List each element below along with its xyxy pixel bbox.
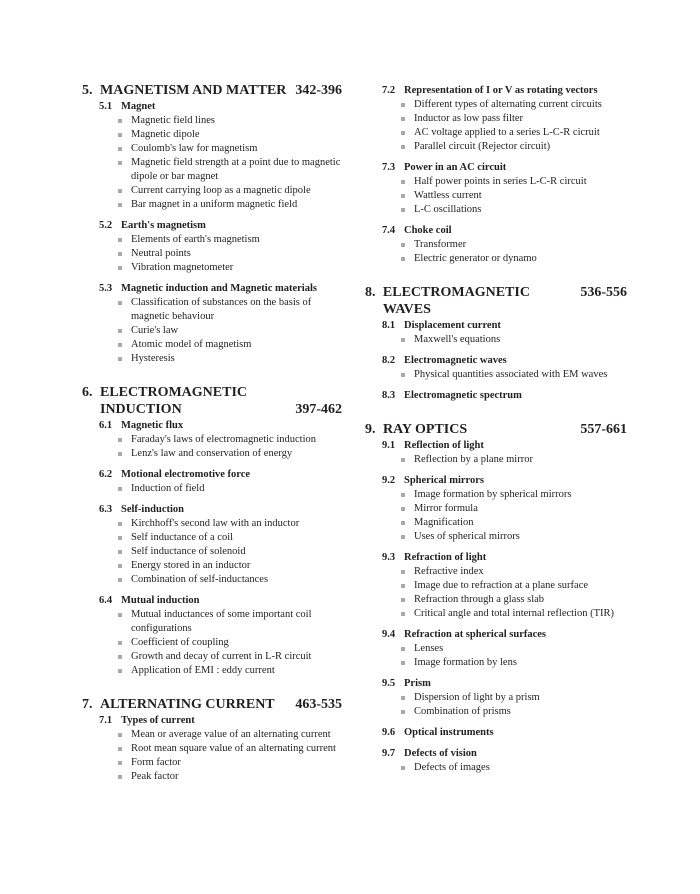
section-number: 6.1 bbox=[99, 420, 113, 431]
list-item: Uses of spherical mirrors bbox=[397, 530, 627, 544]
section-number: 5.3 bbox=[99, 283, 113, 294]
section-number: 9.2 bbox=[382, 475, 396, 486]
list-item: Reflection by a plane mirror bbox=[397, 453, 627, 467]
list-item: Self inductance of solenoid bbox=[114, 545, 342, 559]
list-item: Induction of field bbox=[114, 482, 342, 496]
list-item: Peak factor bbox=[114, 770, 342, 784]
list-item: Curie's law bbox=[114, 324, 342, 338]
section-number: 7.1 bbox=[99, 715, 113, 726]
section-9-2 bbox=[382, 474, 627, 544]
section-number: 5.2 bbox=[99, 220, 113, 231]
section-number: 7.2 bbox=[382, 85, 396, 96]
list-item: Magnification bbox=[397, 516, 627, 530]
list-item: L-C oscillations bbox=[397, 203, 627, 217]
section-8-2 bbox=[382, 354, 627, 382]
list-item: Coulomb's law for magnetism bbox=[114, 142, 342, 156]
section-5-2 bbox=[99, 219, 342, 275]
section-number: 8.2 bbox=[382, 355, 396, 366]
section-title: Spherical mirrors bbox=[404, 475, 485, 486]
list-item: Hysteresis bbox=[114, 352, 342, 366]
section-7-1 bbox=[99, 714, 342, 784]
chapter-number: 9. bbox=[365, 422, 376, 437]
chapter-title: MAGNETISM AND MATTER bbox=[100, 83, 287, 98]
list-item: Faraday's laws of electromagnetic induction bbox=[114, 433, 342, 447]
list-item: Bar magnet in a uniform magnetic field bbox=[114, 198, 342, 212]
section-title: Electromagnetic spectrum bbox=[404, 390, 522, 401]
section-title: Defects of vision bbox=[404, 748, 477, 759]
section-9-5 bbox=[382, 677, 627, 719]
chapter-6 bbox=[82, 384, 342, 678]
chapter-number: 8. bbox=[365, 285, 376, 300]
list-item: Image due to refraction at a plane surface bbox=[397, 579, 627, 593]
section-number: 9.4 bbox=[382, 629, 396, 640]
section-title: Refraction of light bbox=[404, 552, 487, 563]
list-item: Coefficient of coupling bbox=[114, 636, 342, 650]
chapter-pages: 397-462 bbox=[295, 402, 342, 417]
section-title: Magnet bbox=[121, 101, 156, 112]
chapter-title: ALTERNATING CURRENT bbox=[100, 697, 275, 712]
list-item: Critical angle and total internal reflection (TIR) bbox=[397, 607, 627, 621]
list-item: Refraction through a glass slab bbox=[397, 593, 627, 607]
section-title: Magnetic induction and Magnetic materials bbox=[121, 283, 317, 294]
section-8-1 bbox=[382, 319, 627, 347]
section-title: Displacement current bbox=[404, 320, 501, 331]
list-item: Application of EMI : eddy current bbox=[114, 664, 342, 678]
section-title: Motional electromotive force bbox=[121, 469, 251, 480]
section-7-3 bbox=[382, 161, 627, 217]
list-item: Parallel circuit (Rejector circuit) bbox=[397, 140, 627, 154]
chapter-9 bbox=[365, 421, 627, 775]
list-item: Defects of images bbox=[397, 761, 627, 775]
list-item: Form factor bbox=[114, 756, 342, 770]
list-item: Combination of self-inductances bbox=[114, 573, 342, 587]
list-item: Transformer bbox=[397, 238, 627, 252]
section-6-4 bbox=[99, 594, 342, 678]
chapter-pages: 557-661 bbox=[580, 422, 627, 437]
list-item: Magnetic field strength at a point due to magnetic dipole or bar magnet bbox=[114, 156, 342, 184]
list-item: AC voltage applied to a series L-C-R cicruit bbox=[397, 126, 627, 140]
chapter-5 bbox=[82, 82, 342, 366]
chapter-heading bbox=[82, 384, 342, 418]
right-column bbox=[365, 84, 627, 787]
section-title: Mutual induction bbox=[121, 595, 200, 606]
section-9-4 bbox=[382, 628, 627, 670]
section-title: Refraction at spherical surfaces bbox=[404, 629, 547, 640]
list-item: Inductor as low pass filter bbox=[397, 112, 627, 126]
list-item: Neutral points bbox=[114, 247, 342, 261]
section-title: Choke coil bbox=[404, 225, 452, 236]
section-number: 7.4 bbox=[382, 225, 396, 236]
section-8-3 bbox=[382, 389, 627, 403]
list-item: Energy stored in an inductor bbox=[114, 559, 342, 573]
section-5-3 bbox=[99, 282, 342, 366]
chapter-number: 6. bbox=[82, 385, 93, 400]
list-item: Half power points in series L-C-R circuit bbox=[397, 175, 627, 189]
section-number: 9.3 bbox=[382, 552, 396, 563]
list-item: Kirchhoff's second law with an inductor bbox=[114, 517, 342, 531]
list-item: Image formation by spherical mirrors bbox=[397, 488, 627, 502]
section-9-7 bbox=[382, 747, 627, 775]
list-item: Electric generator or dynamo bbox=[397, 252, 627, 266]
section-title: Earth's magnetism bbox=[121, 220, 206, 231]
list-item: Atomic model of magnetism bbox=[114, 338, 342, 352]
list-item: Current carrying loop as a magnetic dipole bbox=[114, 184, 342, 198]
chapter-title-line-2: INDUCTION bbox=[100, 402, 182, 417]
chapter-title: ELECTROMAGNETIC WAVES bbox=[382, 285, 530, 317]
section-6-3 bbox=[99, 503, 342, 587]
chapter-title bbox=[100, 384, 247, 418]
section-7-2 bbox=[382, 84, 627, 154]
list-item: Combination of prisms bbox=[397, 705, 627, 719]
list-item: Maxwell's equations bbox=[397, 333, 627, 347]
section-number: 6.2 bbox=[99, 469, 113, 480]
section-number: 8.1 bbox=[382, 320, 396, 331]
chapter-pages: 342-396 bbox=[295, 83, 342, 98]
section-number: 6.3 bbox=[99, 504, 113, 515]
section-number: 9.7 bbox=[382, 748, 396, 759]
section-9-1 bbox=[382, 439, 627, 467]
list-item: Root mean square value of an alternating current bbox=[114, 742, 342, 756]
list-item: Different types of alternating current circuits bbox=[397, 98, 627, 112]
list-item: Mutual inductances of some important coil configurations bbox=[114, 608, 342, 636]
section-title: Prism bbox=[404, 678, 431, 689]
list-item: Magnetic field lines bbox=[114, 114, 342, 128]
section-title: Reflection of light bbox=[404, 440, 484, 451]
section-5-1 bbox=[99, 100, 342, 212]
list-item: Vibration magnetometer bbox=[114, 261, 342, 275]
section-number: 9.1 bbox=[382, 440, 396, 451]
list-item: Growth and decay of current in L-R circuit bbox=[114, 650, 342, 664]
list-item: Mirror formula bbox=[397, 502, 627, 516]
chapter-heading bbox=[365, 421, 627, 438]
section-title: Representation of I or V as rotating vectors bbox=[404, 85, 598, 96]
chapter-7 bbox=[82, 696, 342, 784]
chapter-title-line-1: ELECTROMAGNETIC bbox=[100, 385, 248, 400]
chapter-title: RAY OPTICS bbox=[383, 422, 468, 437]
list-item: Image formation by lens bbox=[397, 656, 627, 670]
chapter-heading bbox=[365, 284, 627, 318]
chapter-7-continued bbox=[365, 84, 627, 266]
list-item: Elements of earth's magnetism bbox=[114, 233, 342, 247]
left-column bbox=[82, 82, 342, 796]
list-item: Mean or average value of an alternating current bbox=[114, 728, 342, 742]
section-number: 8.3 bbox=[382, 390, 396, 401]
chapter-heading bbox=[82, 82, 342, 99]
list-item: Physical quantities associated with EM waves bbox=[397, 368, 627, 382]
chapter-number: 7. bbox=[82, 697, 93, 712]
section-title: Self-induction bbox=[121, 504, 185, 515]
section-9-3 bbox=[382, 551, 627, 621]
list-item: Wattless current bbox=[397, 189, 627, 203]
list-item: Dispersion of light by a prism bbox=[397, 691, 627, 705]
section-title: Magnetic flux bbox=[121, 420, 184, 431]
list-item: Magnetic dipole bbox=[114, 128, 342, 142]
section-number: 9.6 bbox=[382, 727, 396, 738]
list-item: Refractive index bbox=[397, 565, 627, 579]
chapter-number: 5. bbox=[82, 83, 93, 98]
section-number: 7.3 bbox=[382, 162, 396, 173]
list-item: Classification of substances on the basis of magnetic behaviour bbox=[114, 296, 342, 324]
section-6-1 bbox=[99, 419, 342, 461]
list-item: Lenz's law and conservation of energy bbox=[114, 447, 342, 461]
section-title: Power in an AC circuit bbox=[404, 162, 507, 173]
section-number: 5.1 bbox=[99, 101, 113, 112]
list-item: Self inductance of a coil bbox=[114, 531, 342, 545]
section-title: Types of current bbox=[121, 715, 195, 726]
chapter-pages: 536-556 bbox=[580, 285, 627, 300]
chapter-8 bbox=[365, 284, 627, 403]
section-7-4 bbox=[382, 224, 627, 266]
chapter-pages: 463-535 bbox=[295, 697, 342, 712]
section-number: 6.4 bbox=[99, 595, 113, 606]
section-title: Electromagnetic waves bbox=[404, 355, 507, 366]
section-6-2 bbox=[99, 468, 342, 496]
section-number: 9.5 bbox=[382, 678, 396, 689]
section-title: Optical instruments bbox=[404, 727, 494, 738]
list-item: Lenses bbox=[397, 642, 627, 656]
chapter-heading bbox=[82, 696, 342, 713]
section-9-6 bbox=[382, 726, 627, 740]
